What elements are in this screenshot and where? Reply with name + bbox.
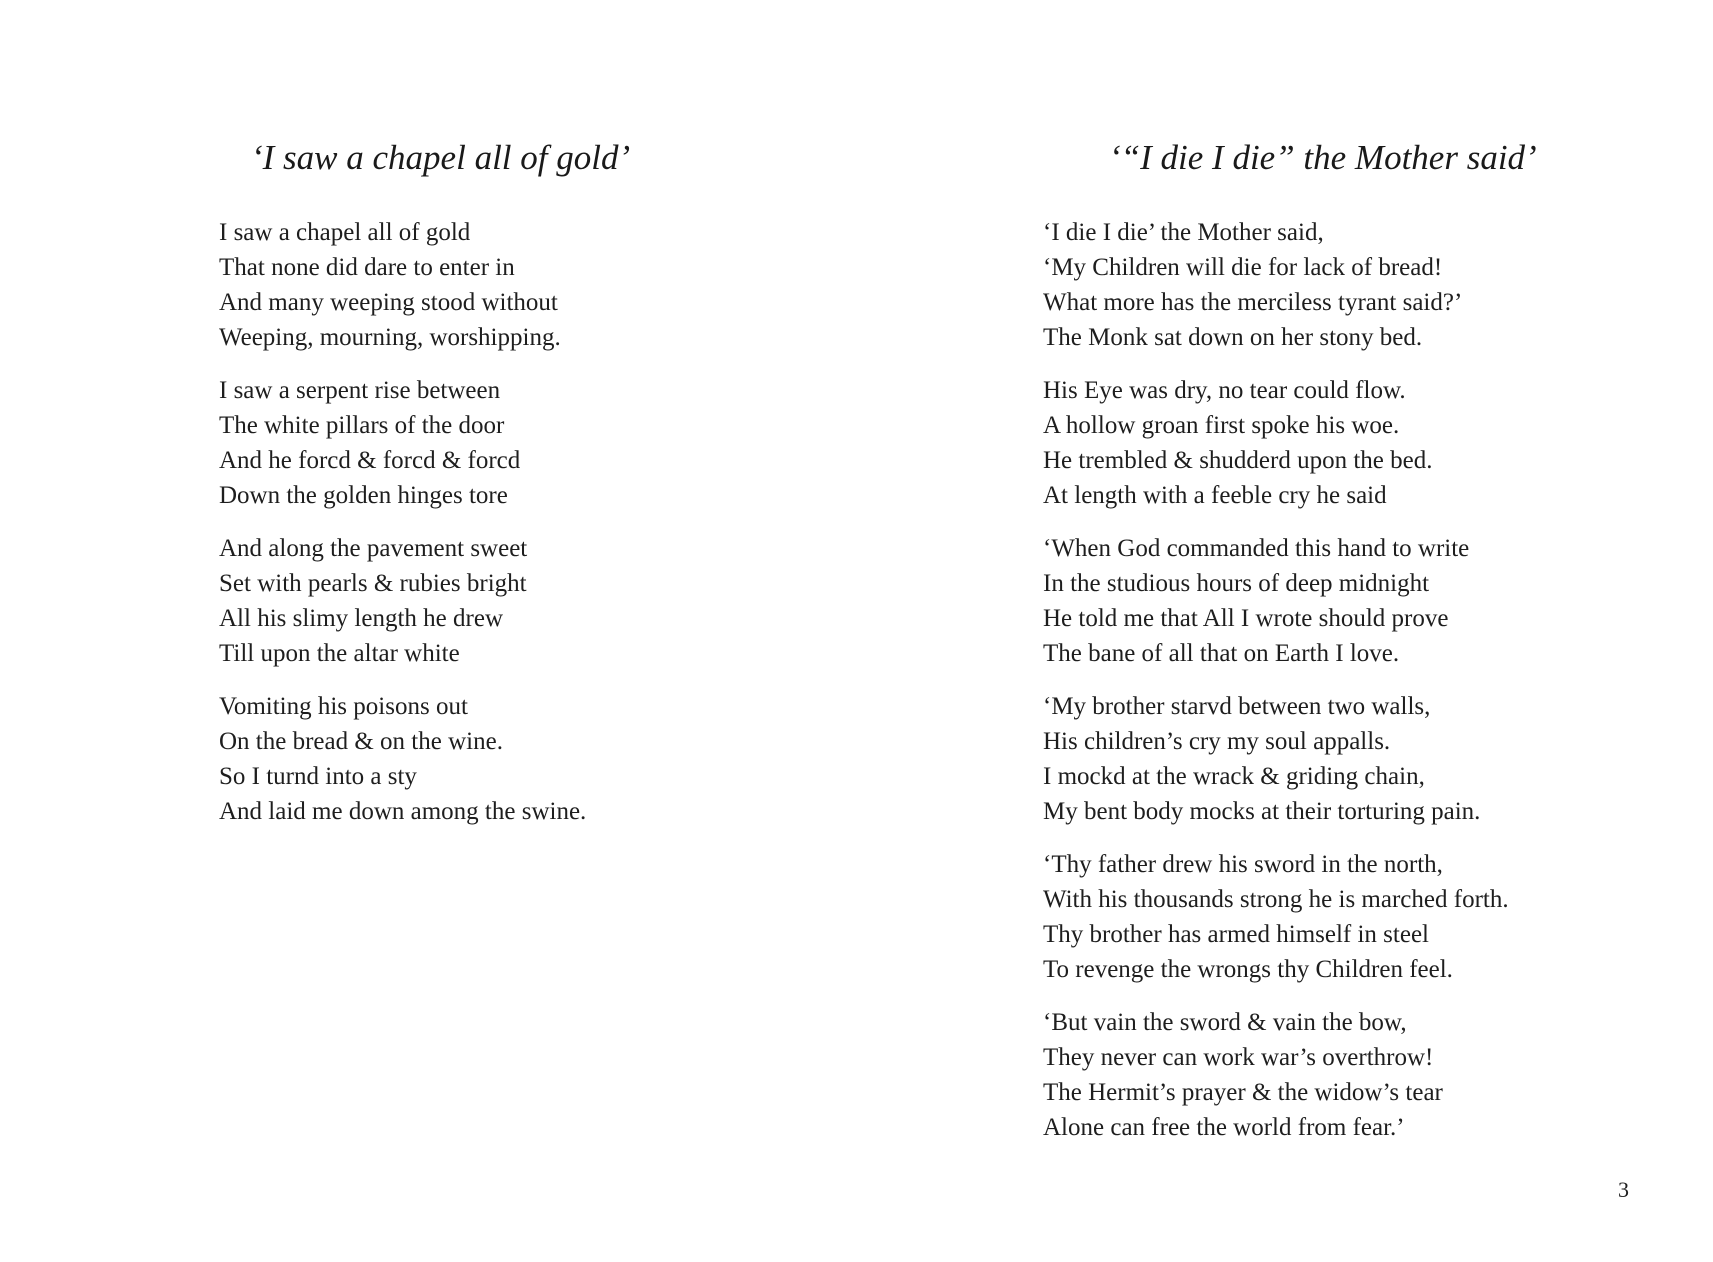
verse-line: The white pillars of the door <box>219 412 505 439</box>
page-number: 3 <box>1618 1177 1629 1202</box>
verse-line: My bent body mocks at their torturing pain. <box>1043 798 1481 825</box>
verse-line: Till upon the altar white <box>219 640 460 667</box>
verse-line: The Hermit’s prayer & the widow’s tear <box>1043 1079 1443 1106</box>
verse-line: ‘My Children will die for lack of bread! <box>1043 254 1443 281</box>
stanza <box>1043 689 1509 829</box>
verse-line: The bane of all that on Earth I love. <box>1043 640 1400 667</box>
stanza <box>1043 373 1509 513</box>
verse-line: Thy brother has armed himself in steel <box>1043 921 1429 948</box>
poem-body <box>1043 215 1509 1163</box>
poem-title: ‘I saw a chapel all of gold’ <box>251 138 631 177</box>
verse-line: Set with pearls & rubies bright <box>219 570 527 597</box>
stanza <box>219 373 586 513</box>
verse-line: That none did dare to enter in <box>219 254 515 281</box>
verse-line: ‘My brother starvd between two walls, <box>1043 693 1431 720</box>
verse-line: Alone can free the world from fear.’ <box>1043 1114 1405 1141</box>
verse-line: The Monk sat down on her stony bed. <box>1043 324 1423 351</box>
verse-line: And many weeping stood without <box>219 289 558 316</box>
verse-line: He trembled & shudderd upon the bed. <box>1043 447 1433 474</box>
stanza <box>1043 847 1509 987</box>
verse-line: ‘But vain the sword & vain the bow, <box>1043 1009 1407 1036</box>
verse-line: Vomiting his poisons out <box>219 693 468 720</box>
stanza <box>1043 1005 1509 1145</box>
verse-line: With his thousands strong he is marched forth. <box>1043 886 1509 913</box>
verse-line: On the bread & on the wine. <box>219 728 503 755</box>
verse-line: And he forcd & forcd & forcd <box>219 447 521 474</box>
verse-line: ‘When God commanded this hand to write <box>1043 535 1470 562</box>
stanza <box>1043 531 1509 671</box>
verse-line: Weeping, mourning, worshipping. <box>219 324 561 351</box>
verse-line: He told me that All I wrote should prove <box>1043 605 1449 632</box>
poem-title: ‘“I die I die” the Mother said’ <box>1109 138 1537 177</box>
poem-body <box>219 215 586 847</box>
verse-line: I mockd at the wrack & griding chain, <box>1043 763 1425 790</box>
verse-line: ‘Thy father drew his sword in the north, <box>1043 851 1443 878</box>
verse-line: A hollow groan first spoke his woe. <box>1043 412 1400 439</box>
verse-line: His children’s cry my soul appalls. <box>1043 728 1391 755</box>
stanza <box>219 689 586 829</box>
verse-line: In the studious hours of deep midnight <box>1043 570 1430 597</box>
verse-line: Down the golden hinges tore <box>219 482 508 509</box>
verse-line: I saw a chapel all of gold <box>219 219 471 246</box>
verse-line: At length with a feeble cry he said <box>1043 482 1387 509</box>
verse-line: I saw a serpent rise between <box>219 377 501 404</box>
verse-line: What more has the merciless tyrant said?’ <box>1043 289 1463 316</box>
verse-line: His Eye was dry, no tear could flow. <box>1043 377 1406 404</box>
verse-line: And laid me down among the swine. <box>219 798 587 825</box>
verse-line: All his slimy length he drew <box>219 605 503 632</box>
stanza <box>219 531 586 671</box>
stanza <box>1043 215 1509 355</box>
stanza <box>219 215 586 355</box>
verse-line: To revenge the wrongs thy Children feel. <box>1043 956 1453 983</box>
verse-line: They never can work war’s overthrow! <box>1043 1044 1434 1071</box>
verse-line: And along the pavement sweet <box>219 535 528 562</box>
verse-line: ‘I die I die’ the Mother said, <box>1043 219 1324 246</box>
verse-line: So I turnd into a sty <box>219 763 417 790</box>
